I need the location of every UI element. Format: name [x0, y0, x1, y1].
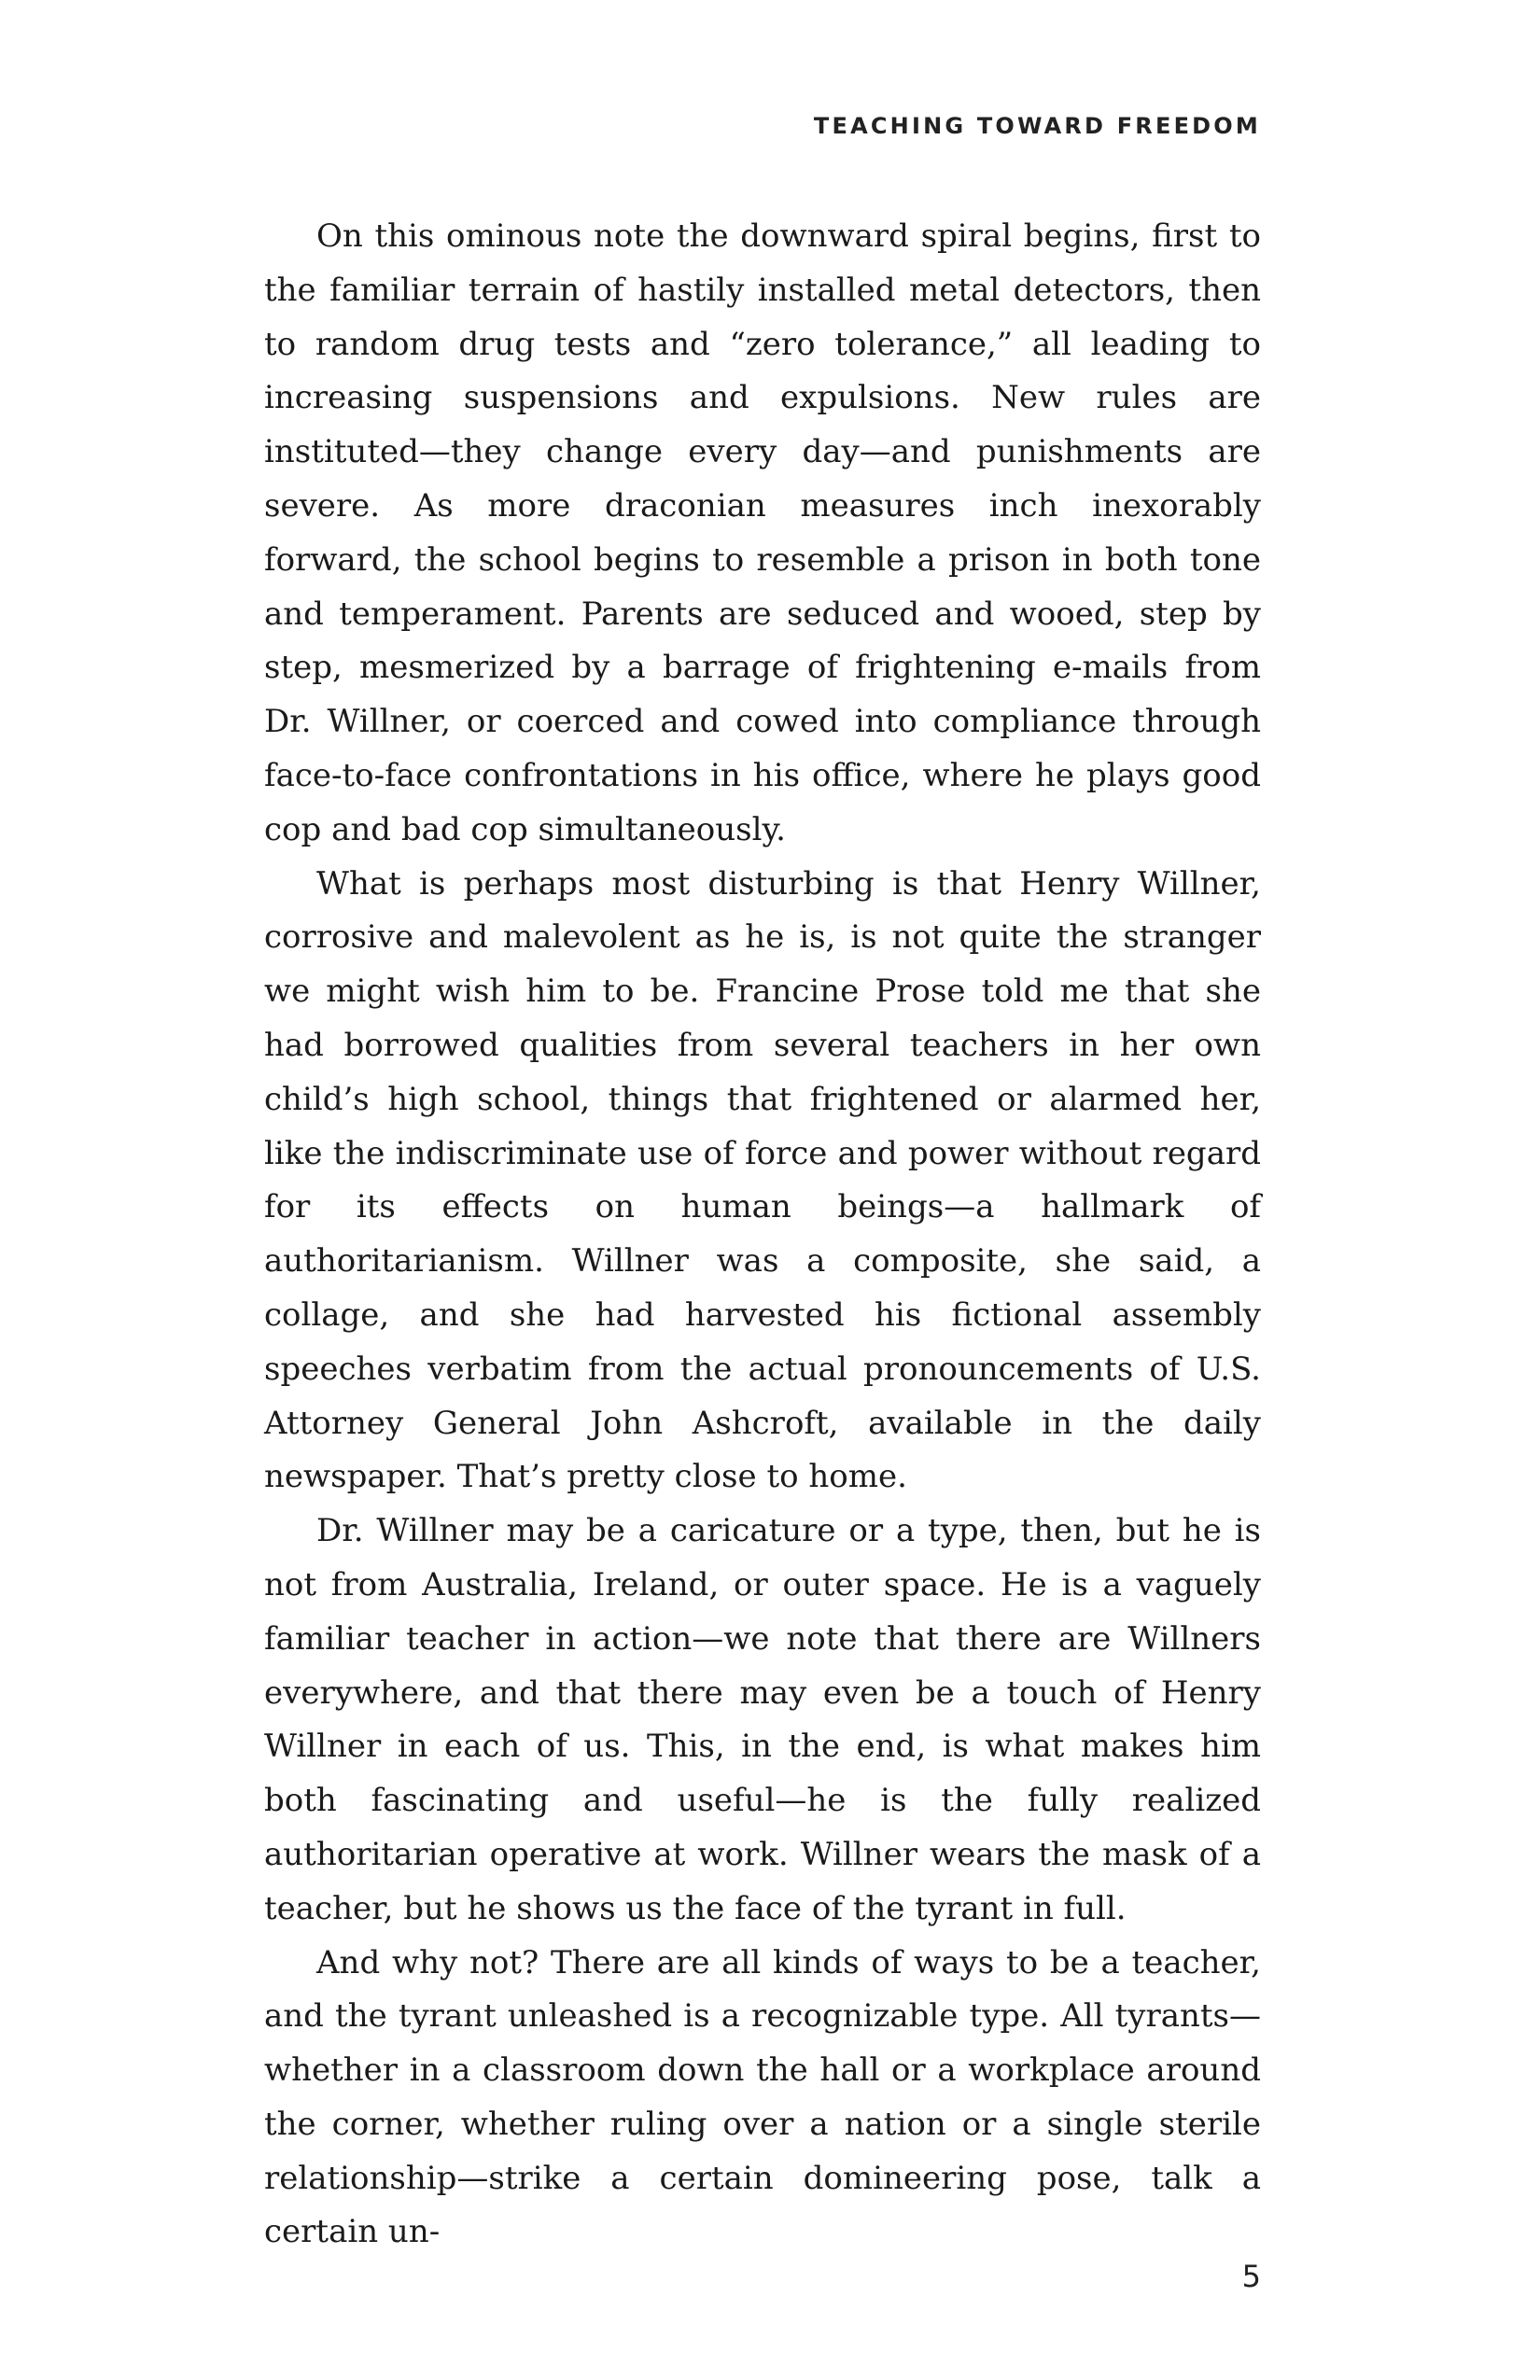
paragraph-3: Dr. Willner may be a caricature or a type, then, but he is not from Australia, Ireland, or outer space. He is a vaguely familiar teacher in action—we note that there are Willners everywhere, and that there may even be a touch of Henry Willner in each of us. This, in the end, is what makes him both fascinating and useful—he is the fully realized authoritarian operative at work. Willner wears the mask of a teacher, but he shows us the face of the tyrant in full.	[264, 1512, 1261, 1927]
running-head: TEACHING TOWARD FREEDOM	[813, 113, 1261, 139]
paragraph-1: On this ominous note the downward spiral begins, first to the familiar terrain of hastily installed metal detectors, then to random drug tests and “zero tolerance,” all leading to increasing suspensions and expulsions. New rules are instituted—they change every day—and punishments are severe. As more draconian measures inch inexorably forward, the school begins to resemble a prison in both tone and temperament. Parents are seduced and wooed, step by step, mesmerized by a barrage of frightening e-mails from Dr. Willner, or coerced and cowed into compliance through face-to-face confrontations in his office, where he plays good cop and bad cop simultaneously.	[264, 217, 1261, 848]
body-text	[264, 210, 1261, 2260]
paragraph-2: What is perhaps most disturbing is that Henry Willner, corrosive and malevolent as he is, is not quite the stranger we might wish him to be. Francine Prose told me that she had borrowed qualities from several teachers in her own child’s high school, things that frightened or alarmed her, like the indiscriminate use of force and power without regard for its effects on human beings—a hallmark of authoritarianism. Willner was a composite, she said, a collage, and she had harvested his fictional assembly speeches verbatim from the actual pronouncements of U.S. Attorney General John Ashcroft, available in the daily newspaper. That’s pretty close to home.	[264, 864, 1261, 1496]
page-number: 5	[1241, 2259, 1261, 2294]
paragraph-4: And why not? There are all kinds of ways to be a teacher, and the tyrant unleashed is a recognizable type. All tyrants—whether in a classroom down the hall or a workplace around the corner, whether ruling over a nation or a single sterile relationship—strike a certain domineering pose, talk a certain un-	[264, 1943, 1261, 2251]
